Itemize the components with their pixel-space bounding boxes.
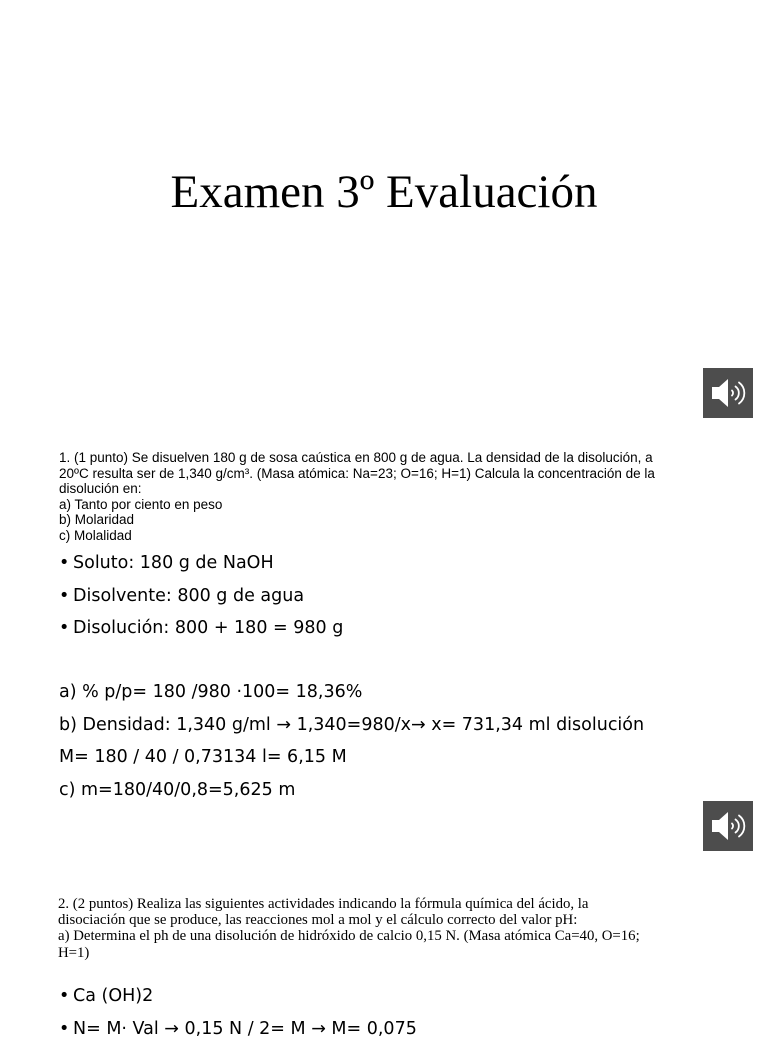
bullet-marker: • <box>59 1013 73 1045</box>
bullet-item <box>59 580 343 613</box>
question-1-text <box>59 450 709 544</box>
bullet-marker: • <box>59 580 73 613</box>
audio-play-button[interactable] <box>703 801 753 851</box>
answers-block <box>59 676 644 806</box>
question-2-line: a) Determina el ph de una disolución de hidróxido de calcio 0,15 N. (Masa atómica Ca=40, O=16; <box>58 928 708 944</box>
bullet-marker: • <box>59 612 73 645</box>
speaker-icon <box>706 371 750 415</box>
question-1-line: 1. (1 punto) Se disuelven 180 g de sosa caústica en 800 g de agua. La densidad de la disolución, a <box>59 450 709 466</box>
bullet-text: Soluto: 180 g de NaOH <box>73 553 274 573</box>
answer-line: a) % p/p= 180 /980 ·100= 18,36% <box>59 676 644 709</box>
bullet-marker: • <box>59 547 73 580</box>
question-2-line: H=1) <box>58 945 708 961</box>
answer-2-bullet-list <box>59 980 417 1045</box>
bullet-text: Disolvente: 800 g de agua <box>73 586 304 606</box>
question-1-line: 20ºC resulta ser de 1,340 g/cm³. (Masa atómica: Na=23; O=16; H=1) Calcula la concentración de la <box>59 466 709 482</box>
audio-play-button[interactable] <box>703 368 753 418</box>
question-2-line: disociación que se produce, las reacciones mol a mol y el cálculo correcto del valor pH: <box>58 912 708 928</box>
answer-line: c) m=180/40/0,8=5,625 m <box>59 774 644 807</box>
bullet-item <box>59 1013 417 1045</box>
bullet-text: Ca (OH)2 <box>73 986 153 1006</box>
bullet-text: Disolución: 800 + 180 = 980 g <box>73 618 343 638</box>
question-2-text <box>58 896 708 961</box>
data-bullet-list <box>59 547 343 645</box>
answer-line: M= 180 / 40 / 0,73134 l= 6,15 M <box>59 741 644 774</box>
bullet-item <box>59 980 417 1013</box>
bullet-marker: • <box>59 980 73 1013</box>
question-1-line: b) Molaridad <box>59 512 709 528</box>
page-title: Examen 3º Evaluación <box>0 164 768 220</box>
answer-line: b) Densidad: 1,340 g/ml → 1,340=980/x→ x= 731,34 ml disolución <box>59 709 644 742</box>
bullet-text: N= M· Val → 0,15 N / 2= M → M= 0,075 <box>73 1019 417 1039</box>
question-2-line: 2. (2 puntos) Realiza las siguientes actividades indicando la fórmula química del ácido, la <box>58 896 708 912</box>
question-1-line: c) Molalidad <box>59 528 709 544</box>
bullet-item <box>59 612 343 645</box>
question-1-line: a) Tanto por ciento en peso <box>59 497 709 513</box>
question-1-line: disolución en: <box>59 481 709 497</box>
bullet-item <box>59 547 343 580</box>
speaker-icon <box>706 804 750 848</box>
